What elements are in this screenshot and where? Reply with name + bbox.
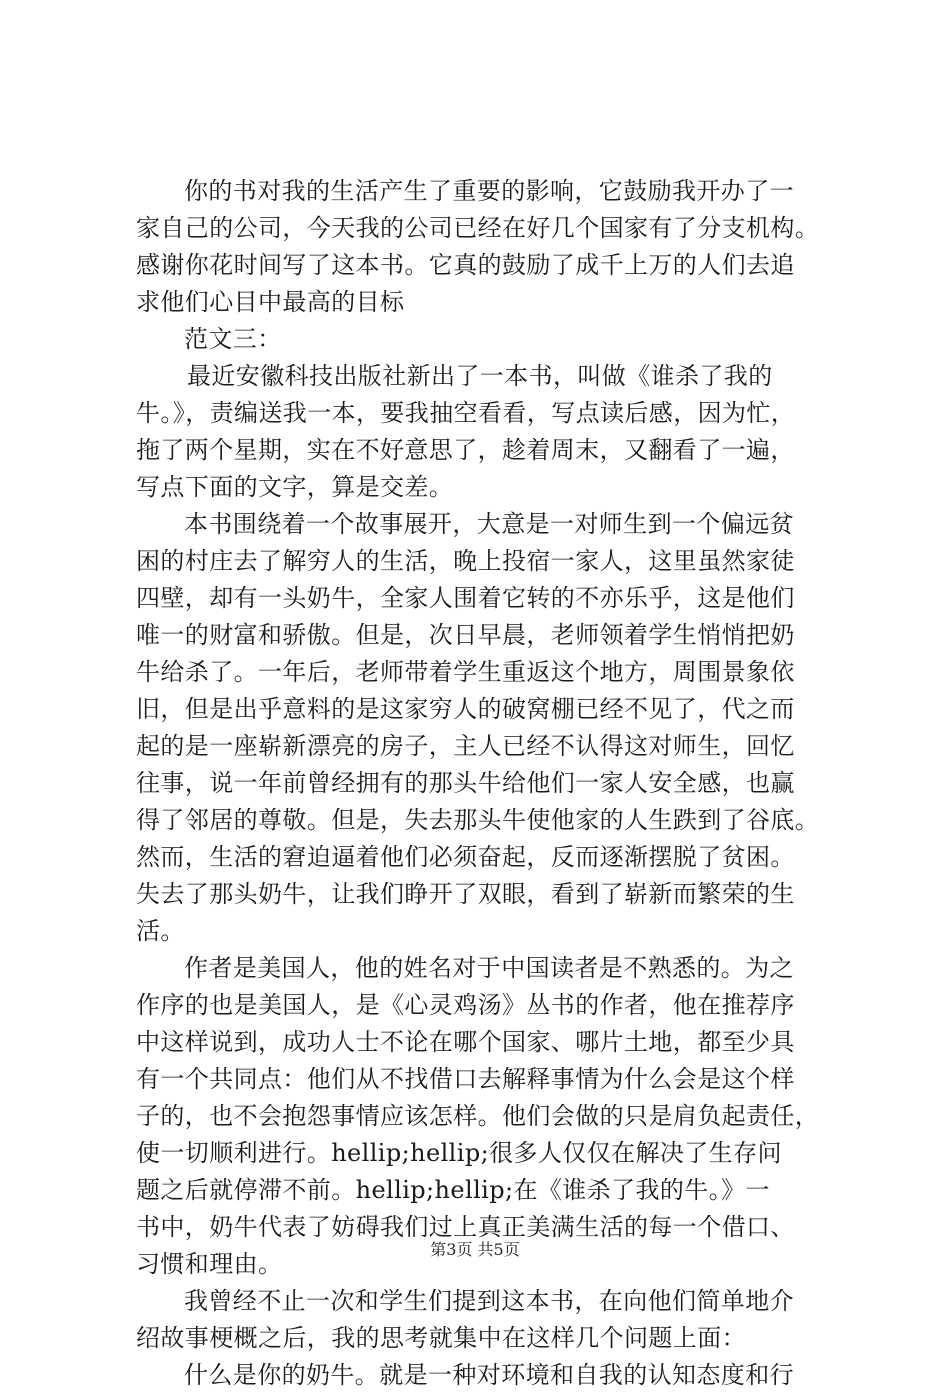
text-line: 习惯和理由。: [136, 1250, 283, 1278]
text-line: 旧，但是出乎意料的是这家穷人的破窝棚已经不见了，代之而: [136, 695, 795, 723]
text-line: 本书围绕着一个故事展开，大意是一对师生到一个偏远贫: [184, 510, 794, 538]
text-line: 唯一的财富和骄傲。但是，次日早晨，老师领着学生悄悄把奶: [136, 621, 795, 649]
text-line: 作序的也是美国人，是《心灵鸡汤》丛书的作者，他在推荐序: [136, 991, 795, 1019]
text-line: 牛。》，责编送我一本，要我抽空看看，写点读后感，因为忙，: [136, 399, 796, 427]
text-line: 四壁，却有一头奶牛，全家人围着它转的不亦乐乎，这是他们: [136, 584, 795, 612]
text-line: 得了邻居的尊敬。但是，失去那头牛使他家的人生跌到了谷底。: [136, 806, 820, 834]
section-heading: 范文三：: [184, 325, 282, 353]
text-line: 家自己的公司，今天我的公司已经在好几个国家有了分支机构。: [136, 214, 820, 242]
text-line: 最近安徽科技出版社新出了一本书，叫做《谁杀了我的: [187, 362, 773, 390]
text-line: 往事，说一年前曾经拥有的那头牛给他们一家人安全感，也赢: [136, 769, 795, 797]
text-line: 牛给杀了。一年后，老师带着学生重返这个地方，周围景象依: [136, 658, 795, 686]
text-line: 子的，也不会抱怨事情应该怎样。他们会做的只是肩负起责任，: [136, 1102, 820, 1130]
text-line: 作者是美国人，他的姓名对于中国读者是不熟悉的。为之: [184, 954, 794, 982]
text-line: 中这样说到，成功人士不论在哪个国家、哪片土地，都至少具: [136, 1028, 795, 1056]
text-line: 有一个共同点：他们从不找借口去解释事情为什么会是这个样: [136, 1065, 795, 1093]
text-line: 拖了两个星期，实在不好意思了，趁着周末，又翻看了一遍，: [136, 436, 795, 464]
text-line: 绍故事梗概之后，我的思考就集中在这样几个问题上面：: [136, 1324, 746, 1352]
text-line: 求他们心目中最高的目标: [136, 288, 405, 316]
text-line: 你的书对我的生活产生了重要的影响，它鼓励我开办了一: [184, 177, 794, 205]
text-line: 什么是你的奶牛。就是一种对环境和自我的认知态度和行: [184, 1361, 794, 1389]
text-line: 然而，生活的窘迫逼着他们必须奋起，反而逐渐摆脱了贫困。: [136, 843, 795, 871]
text-line: 书中，奶牛代表了妨碍我们过上真正美满生活的每一个借口、: [136, 1213, 795, 1241]
text-line: 我曾经不止一次和学生们提到这本书，在向他们简单地介: [184, 1287, 794, 1315]
text-line: 起的是一座崭新漂亮的房子，主人已经不认得这对师生，回忆: [136, 732, 795, 760]
text-line: 题之后就停滞不前。hellip;hellip;在《谁杀了我的牛。》一: [136, 1176, 770, 1204]
text-line: 失去了那头奶牛，让我们睁开了双眼，看到了崭新而繁荣的生: [136, 880, 795, 908]
text-line: 写点下面的文字，算是交差。: [136, 473, 454, 501]
page-number-footer: 第3页 共5页: [430, 1240, 520, 1259]
document-body: [136, 173, 836, 1394]
text-line: 使一切顺利进行。hellip;hellip;很多人仅仅在解决了生存问: [136, 1139, 782, 1167]
text-line: 困的村庄去了解穷人的生活，晚上投宿一家人，这里虽然家徒: [136, 547, 795, 575]
text-line: 活。: [136, 917, 185, 945]
text-line: 感谢你花时间写了这本书。它真的鼓励了成千上万的人们去追: [136, 251, 795, 279]
